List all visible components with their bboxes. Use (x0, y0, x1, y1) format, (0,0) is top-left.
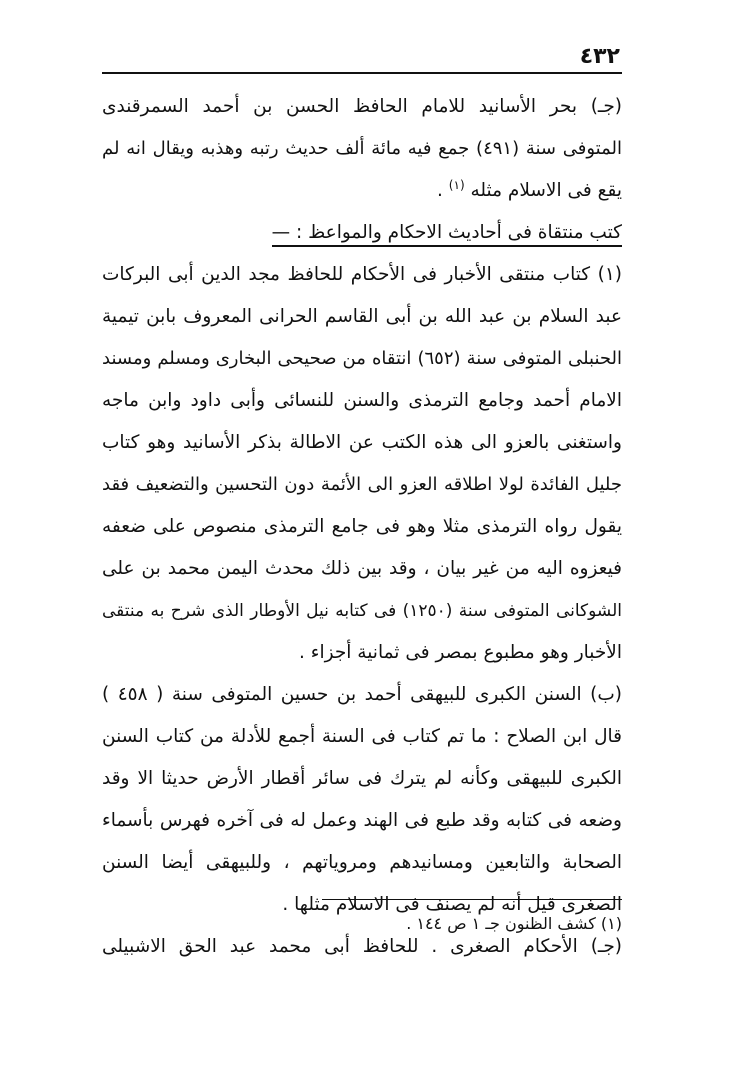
text-line: (جـ) الأحكام الصغرى . للحافظ أبى محمد عبد الحق الاشبيلى (102, 936, 622, 957)
footnote-marker: (١) (448, 177, 465, 192)
text-line: عبد السلام بن عبد الله بن أبى القاسم الحرانى المعروف بابن تيمية (102, 306, 622, 327)
text-line: واستغنى بالعزو الى هذه الكتب عن الاطالة بذكر الأسانيد وهو كتاب (102, 432, 622, 453)
line-text: يقع فى الاسلام مثله (470, 180, 622, 201)
footnote: (١) كشف الظنون جـ ١ ص ١٤٤ . (406, 914, 622, 933)
text-line: جليل الفائدة لولا اطلاقه العزو الى الأئمة دون التحسين والتضعيف فقد (102, 474, 622, 495)
text-line: (ب) السنن الكبرى للبيهقى أحمد بن حسين المتوفى سنة ( ٤٥٨ ) (102, 684, 622, 705)
text-line: الشوكانى المتوفى سنة (١٢٥٠) فى كتابه نيل الأوطار الذى شرح به منتقى (102, 601, 622, 621)
section-heading-line (102, 212, 622, 254)
text-line: الحنبلى المتوفى سنة (٦٥٢) انتقاه من صحيحى البخارى ومسلم ومسند (102, 348, 622, 369)
text-line: الامام أحمد وجامع الترمذى والسنن للنسائى وأبى داود وابن ماجه (102, 390, 622, 411)
body-text (102, 86, 622, 968)
text-line: المتوفى سنة (٤٩١) جمع فيه مائة ألف حديث رتبه وهذبه ويقال انه لم (102, 138, 622, 159)
text-line: الصحابة والتابعين ومسانيدهم ومروياتهم ، وللبيهقى أيضا السنن (102, 852, 622, 873)
line-end: . (437, 180, 449, 201)
text-line: قال ابن الصلاح : ما تم كتاب فى السنة أجمع للأدلة من كتاب السنن (102, 726, 622, 747)
header-rule (102, 72, 622, 74)
text-line: (١) كتاب منتقى الأخبار فى الأحكام للحافظ مجد الدين أبى البركات (102, 264, 622, 285)
footnote-rule (322, 899, 622, 900)
text-line: يقول رواه الترمذى مثلا وهو فى جامع الترمذى منصوص على ضعفه (102, 516, 622, 537)
text-line: وضعه فى كتابه وقد طبع فى الهند وعمل له فى آخره فهرس بأسماء (102, 810, 622, 831)
text-line (102, 170, 622, 212)
text-line: الأخبار وهو مطبوع بمصر فى ثمانية أجزاء . (299, 642, 622, 663)
section-heading: كتب منتقاة فى أحاديث الاحكام والمواعظ : — (272, 222, 622, 247)
text-line: الكبرى للبيهقى وكأنه لم يترك فى سائر أقطار الأرض حديثا الا وقد (102, 768, 622, 789)
text-line: فيعزوه اليه من غير بيان ، وقد بين ذلك محدث اليمن محمد بن على (102, 558, 622, 579)
page-number: ٤٣٢ (579, 44, 620, 69)
text-line: (جـ) بحر الأسانيد للامام الحافظ الحسن بن أحمد السمرقندى (102, 96, 622, 117)
text-line: الصغرى قيل أنه لم يصنف فى الاسلام مثلها . (282, 894, 622, 915)
